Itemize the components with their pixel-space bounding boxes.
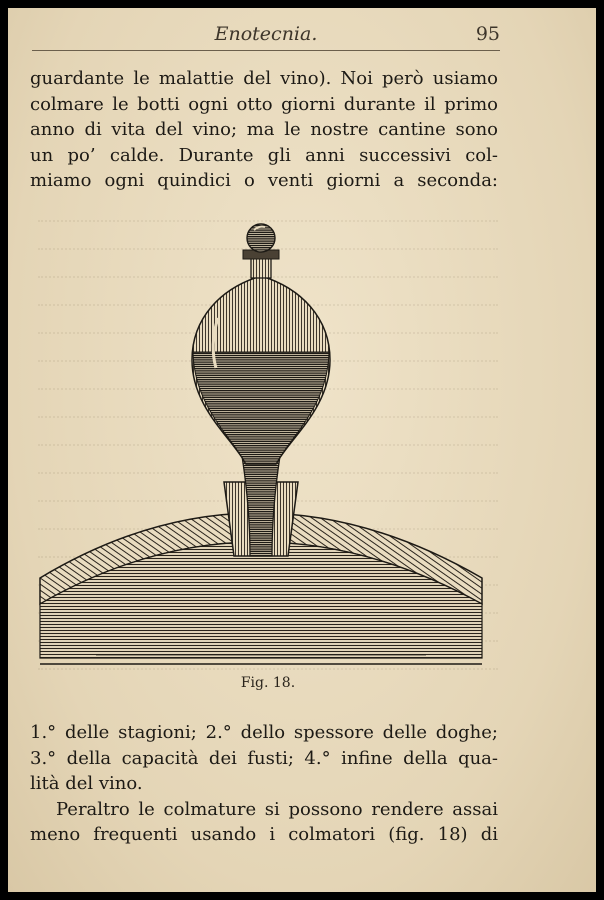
paragraph-top <box>30 66 498 194</box>
text-line: anno di vita del vino; ma le nostre cantine sono <box>30 119 498 140</box>
text-line: guardante le malattie del vino). Noi però usiamo <box>30 68 498 89</box>
wine-liquid <box>193 352 329 464</box>
book-page <box>8 8 596 892</box>
text-line: lità del vino. <box>30 773 143 794</box>
running-title: Enotecnia. <box>214 23 318 45</box>
text-line: 1.° delle stagioni; 2.° dello spessore delle doghe; <box>30 722 498 743</box>
page-number: 95 <box>475 23 500 45</box>
page-header <box>32 20 500 51</box>
colmatore-illustration <box>36 218 486 670</box>
text-line: 3.° della capacità dei fusti; 4.° infine della qua- <box>30 747 498 769</box>
text-line: colmare le botti ogni otto giorni durante il primo <box>30 93 498 115</box>
paragraph-bottom <box>30 720 498 848</box>
stopper <box>247 224 275 252</box>
figure-caption: Fig. 18. <box>240 675 296 691</box>
text-line: Peraltro le colmature si possono rendere assai <box>56 798 498 820</box>
text-line: miamo ogni quindici o venti giorni a seconda: <box>30 170 498 191</box>
text-line: un po’ calde. Durante gli anni successivi col- <box>30 144 498 166</box>
text-line: meno frequenti usando i colmatori (fig. 18) di <box>30 824 498 845</box>
